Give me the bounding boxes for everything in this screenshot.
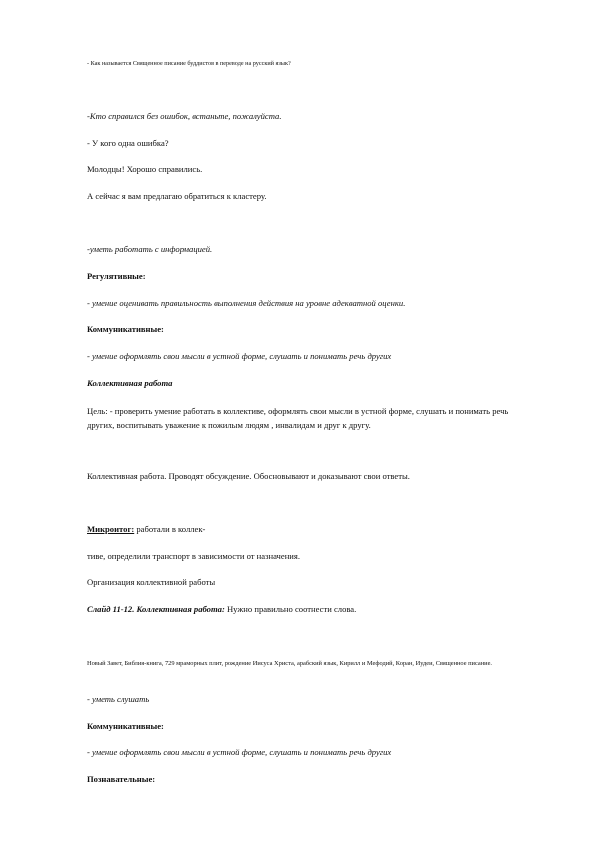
question-line: - У кого одна ошибка? <box>87 138 169 148</box>
micro-summary-label: Микроитог: <box>87 524 135 534</box>
skill-line: -уметь работать с информацией. <box>87 244 213 254</box>
skill-line: - уметь слушать <box>87 694 150 704</box>
slide-text: Нужно правильно соотнести слова. <box>224 604 357 614</box>
organization-line: Организация коллективной работы <box>87 577 216 587</box>
section-heading-cognitive: Познавательные: <box>87 774 156 784</box>
micro-summary-text: работали в коллек- <box>134 524 206 534</box>
skill-line: - умение оценивать правильность выполнения действия на уровне адекватной оценки. <box>87 298 406 308</box>
section-heading-communicative: Коммуникативные: <box>87 721 164 731</box>
activity-line: Коллективная работа. Проводят обсуждение. Обосновывают и доказывают свои ответы. <box>87 471 410 481</box>
instruction-line: А сейчас я вам предлагаю обратиться к кластеру. <box>87 191 267 201</box>
slide-line <box>87 604 356 615</box>
slide-label: Слайд 11-12. Коллективная работа: <box>87 604 225 614</box>
goal-paragraph: Цель: - проверить умение работать в коллективе, оформлять свои мысли в устной форме, слушать и понимать речь других, воспитывать уважение к пожилым людям , инвалидам и друг к другу. <box>87 406 509 430</box>
word-list-paragraph: Новый Завет, Библия-книга, 729 мраморных плит, рождение Иисуса Христа, арабский язык, Кирилл и Мефодий, Коран, Иудеи, Священное писание. <box>87 660 493 667</box>
section-heading-communicative: Коммуникативные: <box>87 324 164 334</box>
micro-summary-continuation: тиве, определили транспорт в зависимости от назначения. <box>87 551 300 561</box>
section-heading-collective-work: Коллективная работа <box>87 378 173 388</box>
section-heading-regulatory: Регулятивные: <box>87 271 146 281</box>
micro-summary-line <box>87 524 205 535</box>
praise-line: Молодцы! Хорошо справились. <box>87 164 203 174</box>
skill-line: - умение оформлять свои мысли в устной форме, слушать и понимать речь других <box>87 351 392 361</box>
skill-line: - умение оформлять свои мысли в устной форме, слушать и понимать речь других <box>87 747 392 757</box>
question-line: - Как называется Священное писание буддистов в переводе на русский язык? <box>87 60 291 67</box>
instruction-line: -Кто справился без ошибок, встаньте, пожалуйста. <box>87 111 282 121</box>
